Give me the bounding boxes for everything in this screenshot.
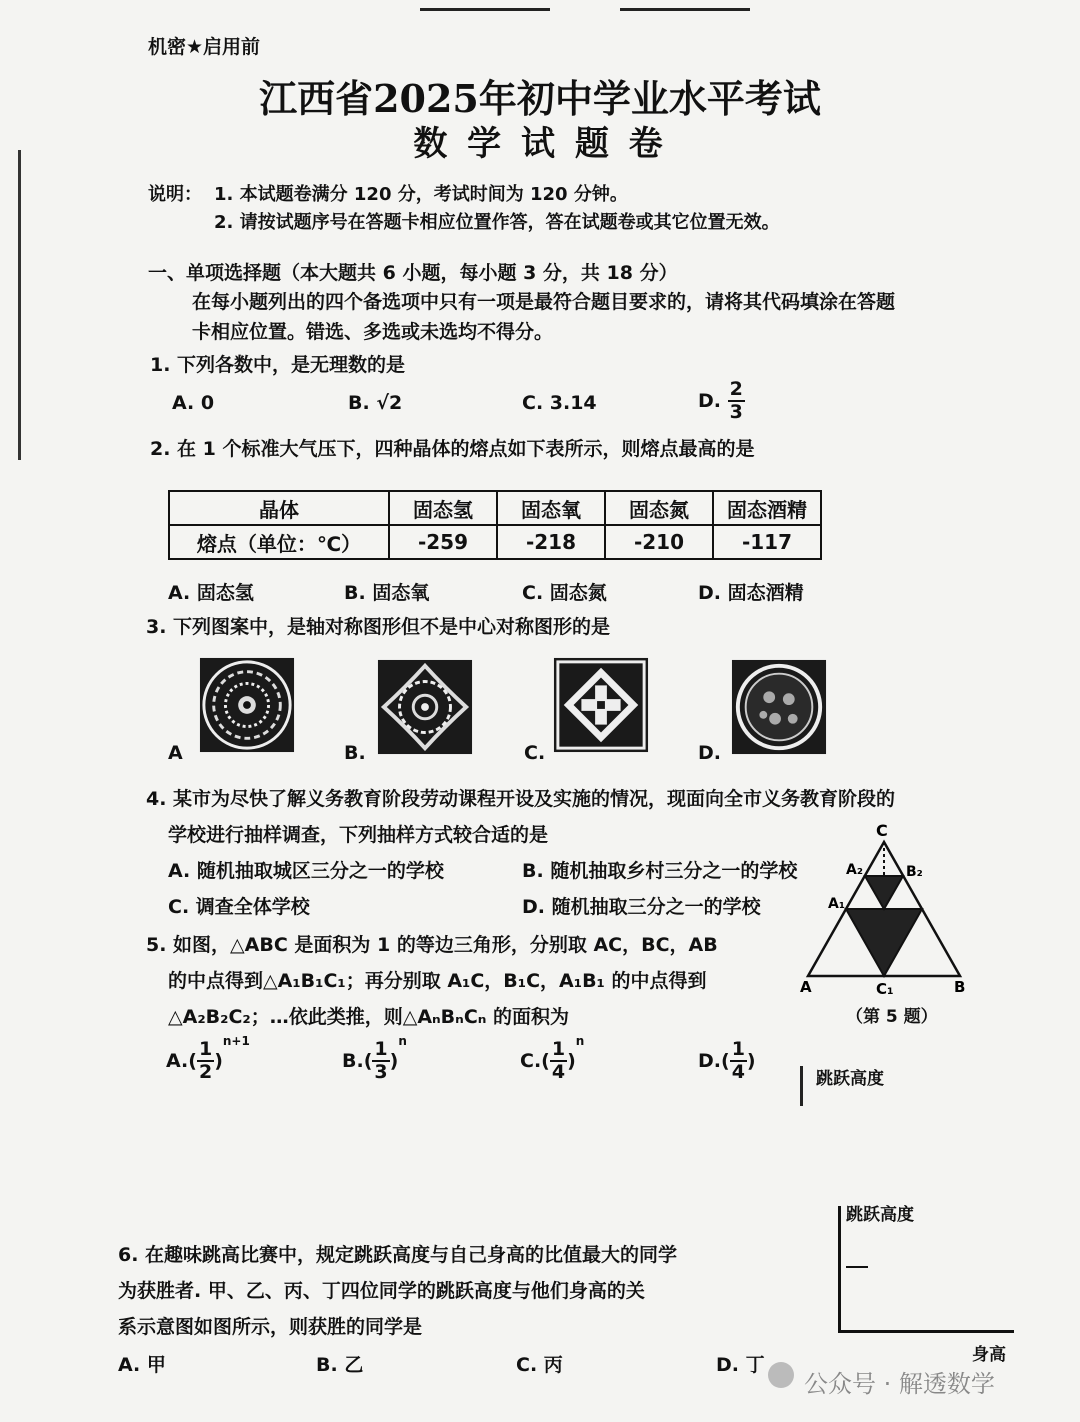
q1-d-fraction: $\frac{2}{3}$ (729, 378, 743, 423)
q5-stem-3: △A₂B₂C₂；…依此类推，则△AₙBₙCₙ 的面积为 (168, 1006, 570, 1028)
q5-option-d: D.( $\frac{1}{4}$ ) (698, 1038, 756, 1083)
q2-option-a: A. 固态氢 (168, 582, 254, 604)
graph-x-label: 身高 (972, 1345, 1006, 1365)
notes-line-2: 2. 请按试题序号在答题卡相应位置作答，答在试题卷或其它位置无效。 (214, 212, 780, 233)
q4-stem-1: 4. 某市为尽快了解义务教育阶段劳动课程开设及实施的情况，现面向全市义务教育阶段的 (146, 788, 896, 810)
q3-option-c: C. (524, 742, 546, 764)
wechat-icon (768, 1362, 794, 1388)
label-B: B (954, 978, 966, 996)
table-cell: -218 (497, 525, 605, 559)
label-C: C (876, 821, 888, 840)
stray-graph-label: 跳跃高度 (816, 1069, 884, 1089)
q6-stem-3: 系示意图如图所示，则获胜的同学是 (118, 1316, 423, 1338)
q5-option-b: B.( $\frac{1}{3}$ )$^n$ (342, 1034, 407, 1083)
q5-stem-2: 的中点得到△A₁B₁C₁；再分别取 A₁C，B₁C，A₁B₁ 的中点得到 (168, 970, 707, 992)
q4-option-a: A. 随机抽取城区三分之一的学校 (168, 860, 444, 882)
q3-option-a: A (168, 742, 183, 764)
exam-title: 江西省2025年初中学业水平考试 (259, 76, 821, 121)
watermark: 公众号 · 解透数学 (804, 1370, 995, 1398)
table-cell: 熔点（单位：℃） (169, 525, 389, 559)
label-A: A (800, 978, 812, 996)
figure-caption: （第 5 题） (846, 1007, 938, 1027)
q3-option-b: B. (344, 742, 366, 764)
section-instructions-1: 在每小题列出的四个备选项中只有一项是最符合题目要求的，请将其代码填涂在答题 (192, 291, 896, 313)
table-cell: 固态酒精 (713, 491, 821, 525)
graph-y-axis (838, 1206, 841, 1332)
graph-y-label: 跳跃高度 (846, 1205, 914, 1225)
q1-stem: 1. 下列各数中，是无理数的是 (150, 354, 406, 376)
q5-option-a: A.( $\frac{1}{2}$ )$^{n+1}$ (166, 1034, 250, 1083)
table-header-row (169, 491, 821, 525)
q6-stem-1: 6. 在趣味跳高比赛中，规定跳跃高度与自己身高的比值最大的同学 (118, 1244, 678, 1266)
q1-option-a: A. 0 (172, 392, 215, 414)
q4-option-d: D. 随机抽取三分之一的学校 (522, 896, 761, 918)
q6-stem-2: 为获胜者. 甲、乙、丙、丁四位同学的跳跃高度与他们身高的关 (118, 1280, 645, 1302)
q4-option-c: C. 调查全体学校 (168, 896, 310, 918)
q2-option-d: D. 固态酒精 (698, 582, 804, 604)
pattern-a-image (198, 656, 296, 754)
sqrt-two: √2 (376, 392, 403, 414)
table-cell: -210 (605, 525, 713, 559)
secret-label: 机密★启用前 (148, 36, 261, 58)
table-row (169, 525, 821, 559)
q2-option-b: B. 固态氧 (344, 582, 430, 604)
melting-point-table (168, 490, 822, 560)
q5-option-c: C.( $\frac{1}{4}$ )$^n$ (520, 1034, 585, 1083)
label-A2: A₂ (846, 862, 863, 878)
section-instructions-2: 卡相应位置。错选、多选或未选均不得分。 (192, 321, 554, 343)
margin-bar (18, 150, 21, 460)
table-cell: -117 (713, 525, 821, 559)
q6-option-a: A. 甲 (118, 1354, 166, 1376)
q6-option-d: D. 丁 (716, 1354, 765, 1376)
graph-x-axis (838, 1330, 1014, 1333)
table-cell: 固态氧 (497, 491, 605, 525)
label-A1: A₁ (828, 896, 845, 912)
scan-line-right (620, 8, 750, 11)
q2-option-c: C. 固态氮 (522, 582, 607, 604)
q1-option-d: D. $\frac{2}{3}$ (698, 378, 743, 423)
q6-option-c: C. 丙 (516, 1354, 563, 1376)
label-C1: C₁ (876, 980, 894, 998)
q3-stem: 3. 下列图案中，是轴对称图形但不是中心对称图形的是 (146, 616, 611, 638)
triangle-figure (798, 820, 974, 1000)
q1-option-b: B. √2 (348, 392, 403, 414)
q4-stem-2: 学校进行抽样调查，下列抽样方式较合适的是 (168, 824, 549, 846)
section-heading: 一、单项选择题（本大题共 6 小题，每小题 3 分，共 18 分） (148, 262, 678, 284)
q4-option-b: B. 随机抽取乡村三分之一的学校 (522, 860, 798, 882)
q5-stem-1: 5. 如图，△ABC 是面积为 1 的等边三角形，分别取 AC，BC，AB (146, 934, 718, 956)
q2-stem: 2. 在 1 个标准大气压下，四种晶体的熔点如下表所示，则熔点最高的是 (150, 438, 755, 460)
label-B2: B₂ (906, 864, 923, 880)
table-cell: 固态氢 (389, 491, 497, 525)
pattern-b-image (376, 658, 474, 756)
q1-option-c: C. 3.14 (522, 392, 597, 414)
table-cell: 固态氮 (605, 491, 713, 525)
table-cell: 晶体 (169, 491, 389, 525)
q6-option-b: B. 乙 (316, 1354, 364, 1376)
stray-axis (800, 1066, 803, 1106)
q3-option-d: D. (698, 742, 721, 764)
pattern-c-image (552, 656, 650, 754)
pattern-d-image (730, 658, 828, 756)
exam-subtitle: 数 学 试 题 卷 (413, 124, 667, 164)
graph-tick (846, 1266, 868, 1268)
notes-label: 说明： (148, 184, 202, 205)
table-cell: -259 (389, 525, 497, 559)
scan-line-left (420, 8, 550, 11)
notes-line-1: 1. 本试题卷满分 120 分，考试时间为 120 分钟。 (214, 184, 628, 205)
